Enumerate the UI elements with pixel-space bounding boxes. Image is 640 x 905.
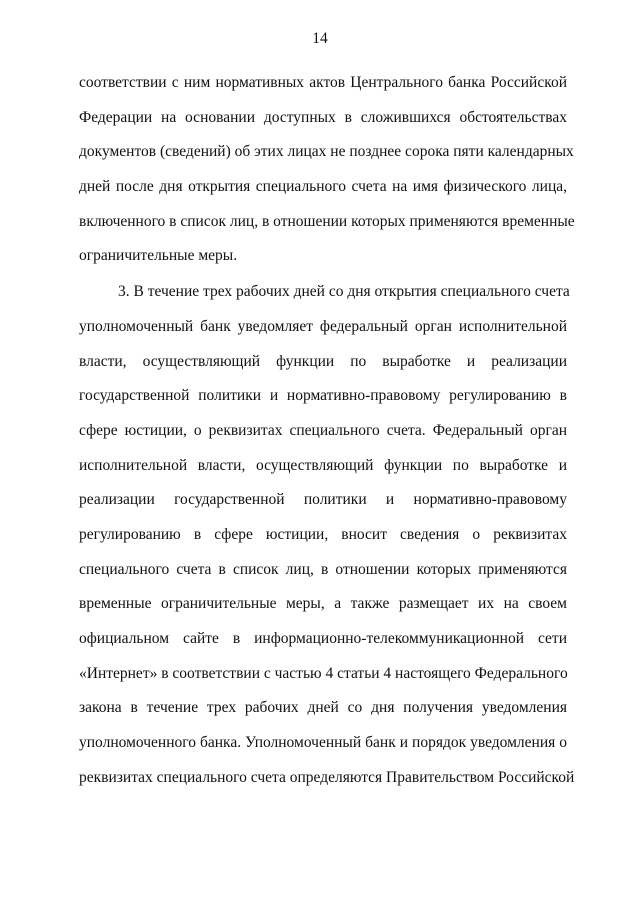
text-line: закона в течение трех рабочих дней со дня получения уведомления [79, 699, 567, 717]
text-line: временные ограничительные меры, а также размещает их на своем [79, 595, 567, 613]
text-line: власти, осуществляющий функции по выработке и реализации [79, 352, 567, 370]
page-number: 14 [312, 30, 328, 47]
paragraph-continuation [79, 66, 575, 274]
text-line: регулированию в сфере юстиции, вносит сведения о реквизитах [79, 525, 567, 543]
text-line: документов (сведений) об этих лицах не позднее сорока пяти календарных [79, 143, 574, 161]
text-line: включенного в список лиц, в отношении которых применяются временные [79, 212, 575, 230]
text-line: специального счета в список лиц, в отношении которых применяются [79, 560, 567, 578]
text-line: дней после дня открытия специального счета на имя физического лица, [79, 178, 567, 196]
paragraph-item-3 [79, 275, 575, 795]
document-body [79, 66, 575, 795]
text-line: уполномоченного банка. Уполномоченный банк и порядок уведомления о [79, 734, 567, 752]
text-line: «Интернет» в соответствии с частью 4 статьи 4 настоящего Федерального [79, 664, 568, 682]
text-line: уполномоченный банк уведомляет федеральный орган исполнительной [79, 317, 567, 335]
text-line: реквизитах специального счета определяются Правительством Российской [79, 768, 575, 786]
text-line: официальном сайте в информационно-телекоммуникационной сети [79, 630, 567, 647]
text-line: государственной политики и нормативно-правовому регулированию в [79, 387, 567, 405]
text-line: исполнительной власти, осуществляющий функции по выработке и [79, 456, 567, 474]
text-line: ограничительные меры. [79, 247, 238, 265]
text-line: реализации государственной политики и нормативно-правовому [79, 491, 567, 509]
text-line: сфере юстиции, о реквизитах специального счета. Федеральный орган [79, 421, 567, 439]
text-line: 3. В течение трех рабочих дней со дня открытия специального счета [118, 283, 570, 301]
text-line: Федерации на основании доступных в сложившихся обстоятельствах [79, 108, 567, 126]
text-line: соответствии с ним нормативных актов Центрального банка Российской [79, 74, 567, 91]
